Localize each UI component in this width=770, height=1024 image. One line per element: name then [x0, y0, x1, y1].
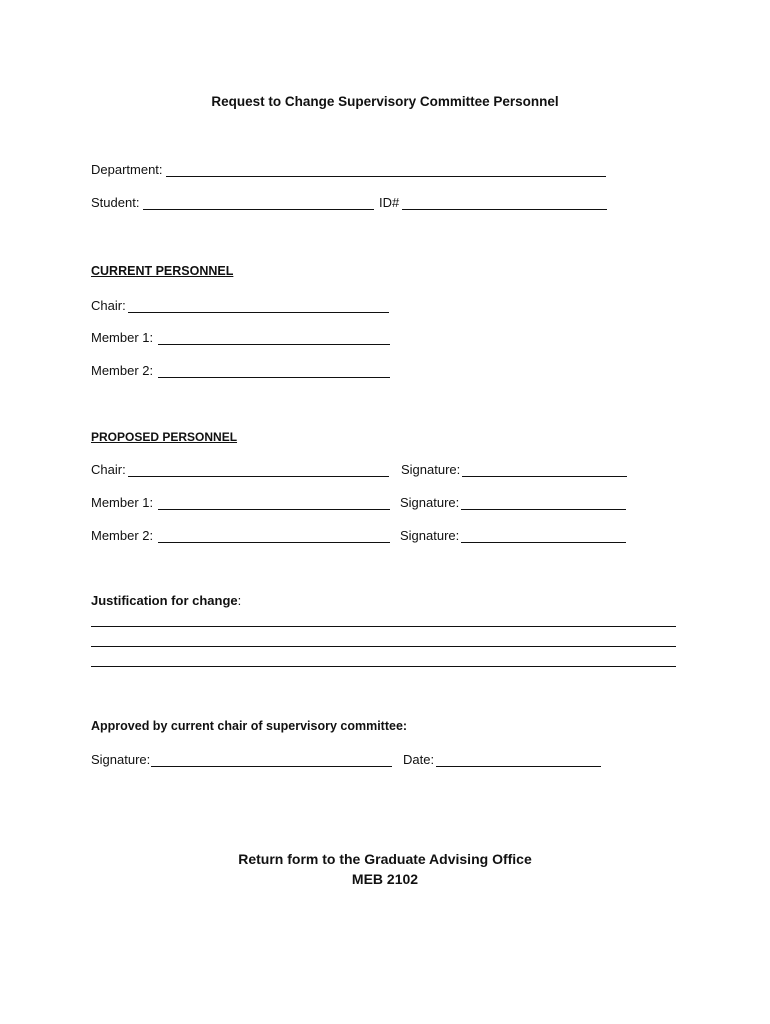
current-member2-field[interactable] [158, 377, 390, 378]
justification-line-2[interactable] [91, 646, 676, 647]
office-location: MEB 2102 [351, 871, 419, 887]
approval-date-field[interactable] [436, 766, 601, 767]
proposed-member2-label: Member 2: [91, 528, 154, 543]
justification-line-3[interactable] [91, 666, 676, 667]
current-chair-label: Chair: [91, 298, 126, 313]
return-instructions: Return form to the Graduate Advising Office [238, 851, 532, 867]
current-personnel-heading: CURRENT PERSONNEL [91, 264, 234, 278]
proposed-chair-field[interactable] [128, 476, 389, 477]
current-chair-field[interactable] [128, 312, 389, 313]
proposed-chair-signature-field[interactable] [462, 476, 627, 477]
proposed-member2-signature-field[interactable] [461, 542, 626, 543]
proposed-chair-signature-label: Signature: [401, 462, 461, 477]
proposed-member2-signature-label: Signature: [400, 528, 460, 543]
student-field[interactable] [143, 209, 374, 210]
justification-heading-text: Justification for change [91, 593, 238, 608]
id-field[interactable] [402, 209, 607, 210]
current-member2-label: Member 2: [91, 363, 154, 378]
proposed-personnel-heading: PROPOSED PERSONNEL [91, 430, 238, 444]
proposed-member1-signature-field[interactable] [461, 509, 626, 510]
current-member1-field[interactable] [158, 344, 390, 345]
student-label: Student: [91, 195, 140, 210]
proposed-member1-field[interactable] [158, 509, 390, 510]
approval-date-label: Date: [403, 752, 435, 767]
proposed-chair-label: Chair: [91, 462, 126, 477]
justification-colon: : [237, 593, 242, 608]
id-label: ID# [379, 195, 400, 210]
approval-signature-label: Signature: [91, 752, 151, 767]
page-title: Request to Change Supervisory Committee Personnel [211, 94, 559, 109]
approval-heading: Approved by current chair of supervisory committee: [91, 719, 408, 733]
department-label: Department: [91, 162, 163, 177]
justification-heading [91, 593, 241, 608]
proposed-member1-label: Member 1: [91, 495, 154, 510]
proposed-member1-signature-label: Signature: [400, 495, 460, 510]
justification-line-1[interactable] [91, 626, 676, 627]
current-member1-label: Member 1: [91, 330, 154, 345]
approval-signature-field[interactable] [151, 766, 392, 767]
proposed-member2-field[interactable] [158, 542, 390, 543]
department-field[interactable] [166, 176, 606, 177]
